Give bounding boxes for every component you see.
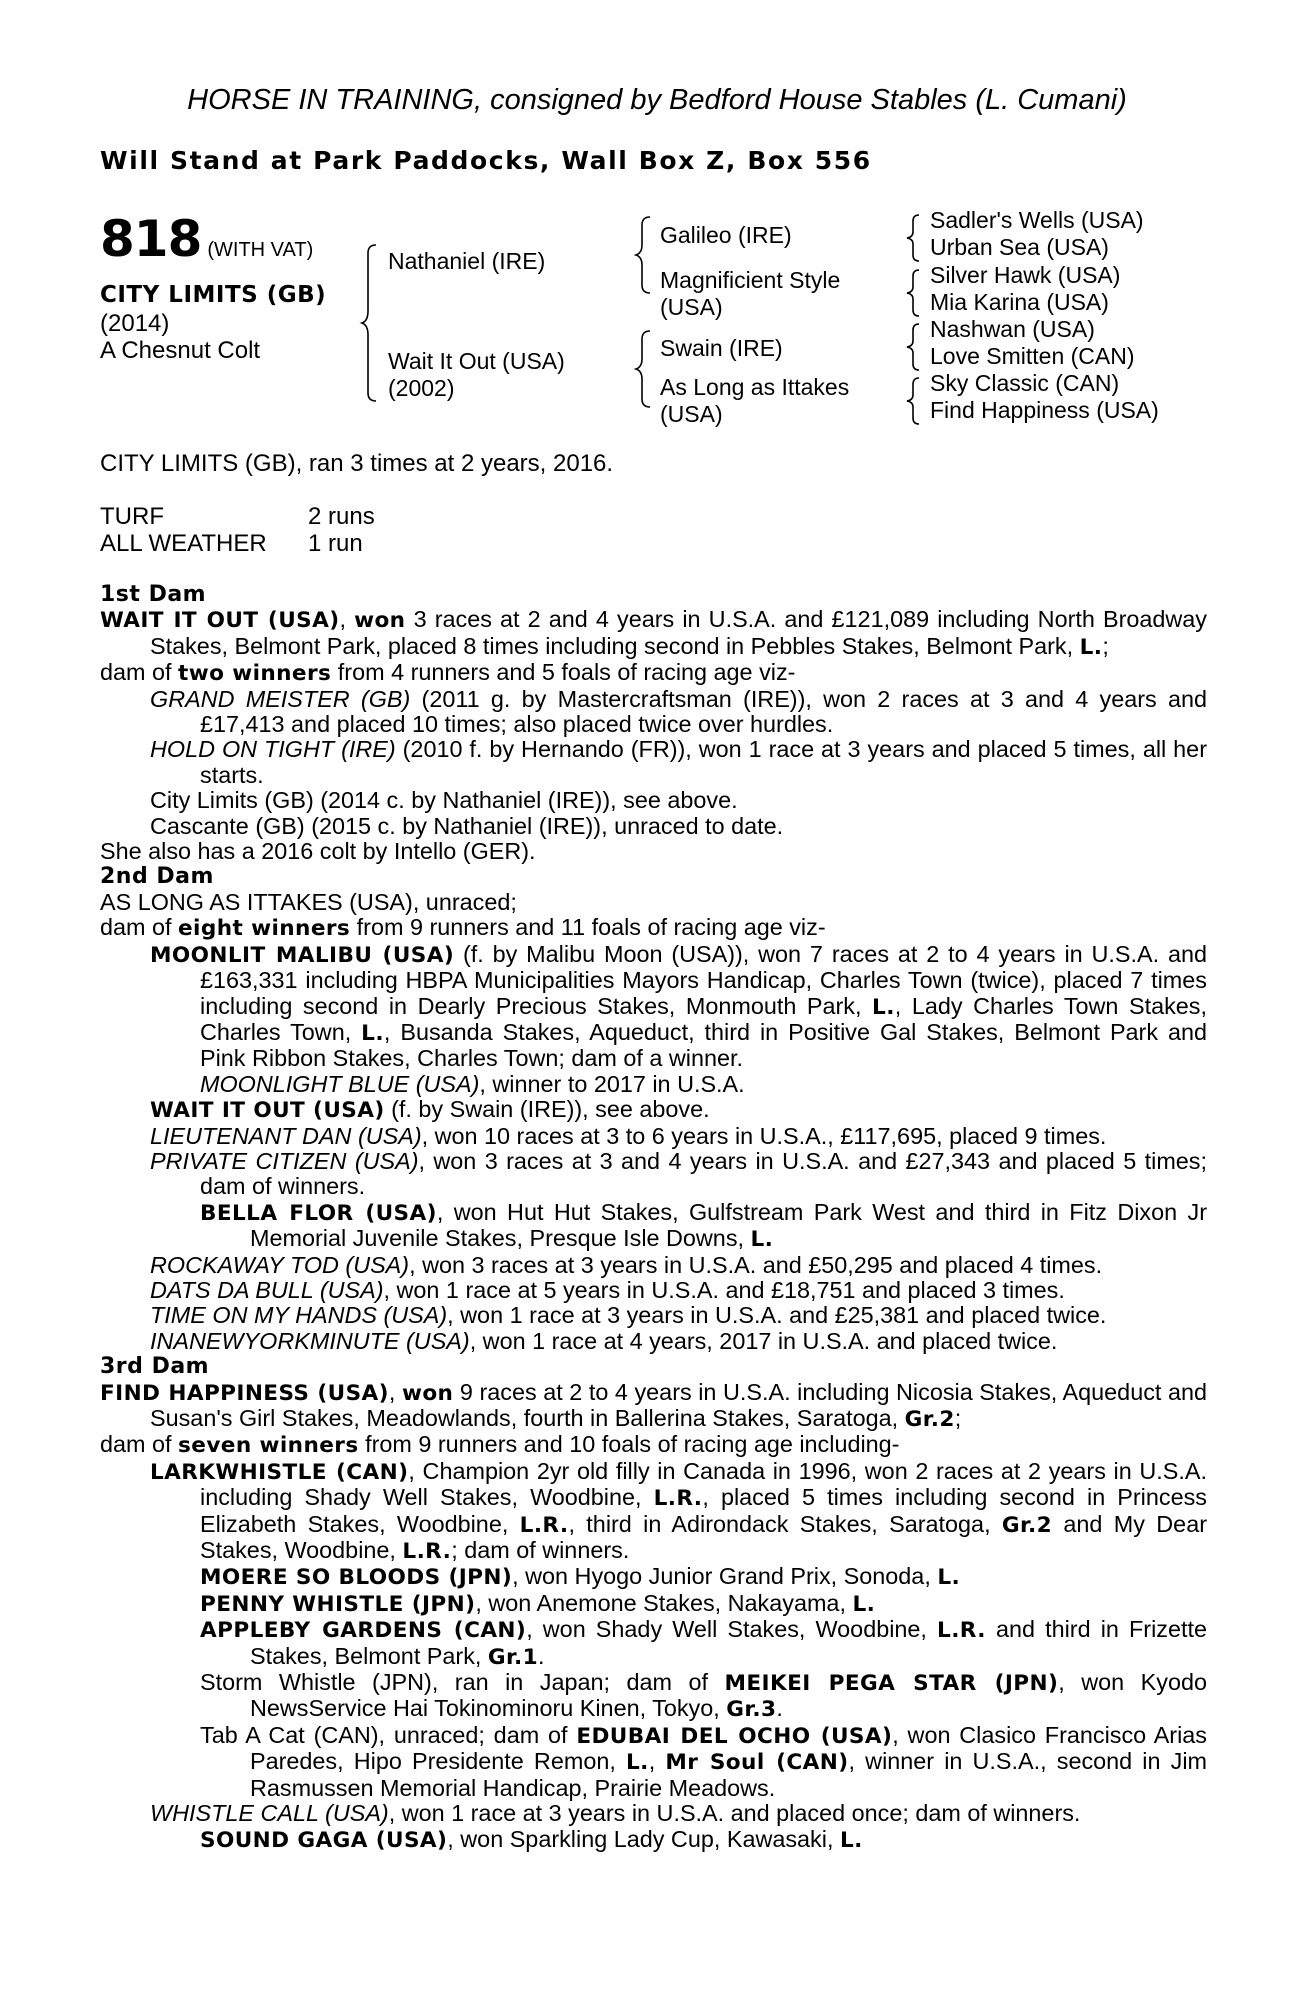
dam-of-line: dam of two winners from 4 runners and 5 foals of racing age viz- <box>100 659 796 687</box>
pedigree-grandsire-1: Galileo (IRE) <box>660 222 792 248</box>
pedigree-dam: Wait It Out (USA) <box>388 348 565 374</box>
second-dam-intro: AS LONG AS ITTAKES (USA), unraced; <box>100 888 517 915</box>
first-dam-intro: WAIT IT OUT (USA), won 3 races at 2 and 4 years in U.S.A. and £121,089 including North Broadway Stakes, Belmont Park, placed 8 times including second in Pebbles Stakes, Belmont Park, L.; <box>100 606 1208 660</box>
turf-value: 2 runs <box>308 503 375 530</box>
produce-entry: MOERE SO BLOODS (JPN), won Hyogo Junior Grand Prix, Sonoda, L. <box>200 1563 961 1591</box>
third-dam-section <box>100 1354 1207 1853</box>
produce-entry: ROCKAWAY TOD (USA), won 3 races at 3 years in U.S.A. and £50,295 and placed 4 times. <box>150 1251 1103 1278</box>
second-dam-section <box>100 864 1207 1354</box>
lot-number-block <box>100 210 313 268</box>
pedigree-bracket-6 <box>907 322 927 372</box>
pedigree-bracket-3 <box>636 329 662 409</box>
horse-year: (2014) <box>100 310 170 337</box>
produce-entry: LARKWHISTLE (CAN), Champion 2yr old filly in Canada in 1996, won 2 races at 2 years in U.S.A. including Shady Well Stakes, Woodbine, L.R., placed 5 times including second in Princess Elizabeth Stakes, Woodbine, L.R., third in Adirondack Stakes, Saratoga, Gr.2 and My Dear Stakes, Woodbine, L.R.; dam of winners. <box>150 1457 1207 1565</box>
pedigree-granddam-1: Magnificient Style <box>660 267 841 293</box>
produce-entry: GRAND MEISTER (GB) (2011 g. by Mastercraftsman (IRE)), won 2 races at 3 and 4 years and £17,413 and placed 10 times; also placed twice over hurdles. <box>150 685 1208 738</box>
produce-entry: INANEWYORKMINUTE (USA), won 1 race at 4 years, 2017 in U.S.A. and placed twice. <box>150 1327 1058 1354</box>
produce-entry: BELLA FLOR (USA), won Hut Hut Stakes, Gulfstream Park West and third in Fitz Dixon Jr Memorial Juvenile Stakes, Presque Isle Downs, L. <box>200 1198 1207 1253</box>
turf-label: TURF <box>100 503 164 530</box>
pedigree-dam-year: (2002) <box>388 375 455 401</box>
race-summary: CITY LIMITS (GB), ran 3 times at 2 years, 2016. <box>100 450 614 477</box>
pedigree-bracket-5 <box>907 268 927 318</box>
produce-entry: Cascante (GB) (2015 c. by Nathaniel (IRE)), unraced to date. <box>150 812 784 839</box>
pedigree-great-grandparent: Love Smitten (CAN) <box>930 343 1135 369</box>
pedigree-bracket-7 <box>907 376 927 426</box>
produce-entry: HOLD ON TIGHT (IRE) (2010 f. by Hernando (FR)), won 1 race at 3 years and placed 5 times, all her starts. <box>150 736 1207 788</box>
produce-entry: MOONLIGHT BLUE (USA), winner to 2017 in U.S.A. <box>200 1070 745 1097</box>
pedigree-great-grandparent: Mia Karina (USA) <box>930 289 1109 315</box>
pedigree-granddam-1-country: (USA) <box>660 294 723 320</box>
produce-entry: PRIVATE CITIZEN (USA), won 3 races at 3 and 4 years in U.S.A. and £27,343 and placed 5 times; dam of winners. <box>150 1147 1208 1200</box>
third-dam-intro: FIND HAPPINESS (USA), won 9 races at 2 to 4 years in U.S.A. including Nicosia Stakes, Aqueduct and Susan's Girl Stakes, Meadowlands, fourth in Ballerina Stakes, Saratoga, Gr.2; <box>100 1378 1207 1432</box>
pedigree-great-grandparent: Sadler's Wells (USA) <box>930 207 1144 233</box>
lot-number: 818 <box>100 210 202 268</box>
produce-entry: TIME ON MY HANDS (USA), won 1 race at 3 years in U.S.A. and £25,381 and placed twice. <box>150 1302 1107 1329</box>
produce-entry: WHISTLE CALL (USA), won 1 race at 3 years in U.S.A. and placed once; dam of winners. <box>150 1800 1081 1827</box>
produce-entry: PENNY WHISTLE (JPN), won Anemone Stakes, Nakayama, L. <box>200 1589 876 1617</box>
produce-entry: MOONLIT MALIBU (USA) (f. by Malibu Moon (USA)), won 7 races at 2 to 4 years in U.S.A. and £163,331 including HBPA Municipalities Mayors Handicap, Charles Town (twice), placed 7 times including second in Dearly Precious Stakes, Monmouth Park, L., Lady Charles Town Stakes, Charles Town, L., Busanda Stakes, Aqueduct, third in Positive Gal Stakes, Belmont Park and Pink Ribbon Stakes, Charles Town; dam of a winner. <box>150 940 1208 1072</box>
all-weather-label: ALL WEATHER <box>100 530 267 557</box>
horse-name: CITY LIMITS (GB) <box>100 282 327 308</box>
pedigree-great-grandparent: Sky Classic (CAN) <box>930 370 1120 396</box>
produce-record <box>100 568 1207 1853</box>
produce-entry: City Limits (GB) (2014 c. by Nathaniel (IRE)), see above. <box>150 787 738 814</box>
produce-entry: SOUND GAGA (USA), won Sparkling Lady Cup, Kawasaki, L. <box>200 1825 863 1853</box>
pedigree-great-grandparent: Urban Sea (USA) <box>930 234 1109 260</box>
produce-entry: Storm Whistle (JPN), ran in Japan; dam of MEIKEI PEGA STAR (JPN), won Kyodo NewsService Hai Tokinominoru Kinen, Tokyo, Gr.3. <box>200 1669 1207 1723</box>
vat-note: (WITH VAT) <box>207 239 314 261</box>
pedigree-granddam-2: As Long as Ittakes <box>660 374 850 400</box>
produce-entry: Tab A Cat (CAN), unraced; dam of EDUBAI DEL OCHO (USA), won Clasico Francisco Arias Paredes, Hipo Presidente Remon, L., Mr Soul (CAN), winner in U.S.A., second in Jim Rasmussen Memorial Handicap, Prairie Meadows. <box>200 1721 1208 1801</box>
dam-name: WAIT IT OUT (USA) <box>100 608 340 634</box>
page-header: HORSE IN TRAINING, consigned by Bedford House Stables (L. Cumani) <box>187 84 1127 116</box>
all-weather-value: 1 run <box>308 530 363 557</box>
pedigree-great-grandparent: Silver Hawk (USA) <box>930 262 1121 288</box>
produce-entry: DATS DA BULL (USA), won 1 race at 5 years in U.S.A. and £18,751 and placed 3 times. <box>150 1276 1065 1303</box>
also-line: She also has a 2016 colt by Intello (GER). <box>100 838 536 865</box>
pedigree-granddam-2-country: (USA) <box>660 401 723 427</box>
section-heading: 2nd Dam <box>100 864 214 890</box>
section-heading: 1st Dam <box>100 582 207 607</box>
section-heading: 3rd Dam <box>100 1354 210 1380</box>
pedigree-grandsire-2: Swain (IRE) <box>660 335 783 361</box>
stand-location: Will Stand at Park Paddocks, Wall Box Z, Box 556 <box>100 146 872 175</box>
pedigree-bracket-2 <box>636 215 662 295</box>
dam-of-line: dam of seven winners from 9 runners and 10 foals of racing age including- <box>100 1431 900 1459</box>
pedigree-great-grandparent: Nashwan (USA) <box>930 316 1095 342</box>
pedigree-great-grandparent: Find Happiness (USA) <box>930 397 1159 423</box>
produce-entry: WAIT IT OUT (USA) (f. by Swain (IRE)), see above. <box>150 1096 710 1124</box>
horse-description: A Chesnut Colt <box>100 337 261 364</box>
produce-entry: LIEUTENANT DAN (USA), won 10 races at 3 to 6 years in U.S.A., £117,695, placed 9 times. <box>150 1122 1107 1149</box>
pedigree-bracket-4 <box>907 213 927 263</box>
produce-entry: APPLEBY GARDENS (CAN), won Shady Well Stakes, Woodbine, L.R. and third in Frizette Stakes, Belmont Park, Gr.1. <box>200 1616 1207 1670</box>
pedigree-sire: Nathaniel (IRE) <box>388 248 546 274</box>
first-dam-section <box>100 582 1207 864</box>
dam-of-line: dam of eight winners from 9 runners and 11 foals of racing age viz- <box>100 914 826 942</box>
